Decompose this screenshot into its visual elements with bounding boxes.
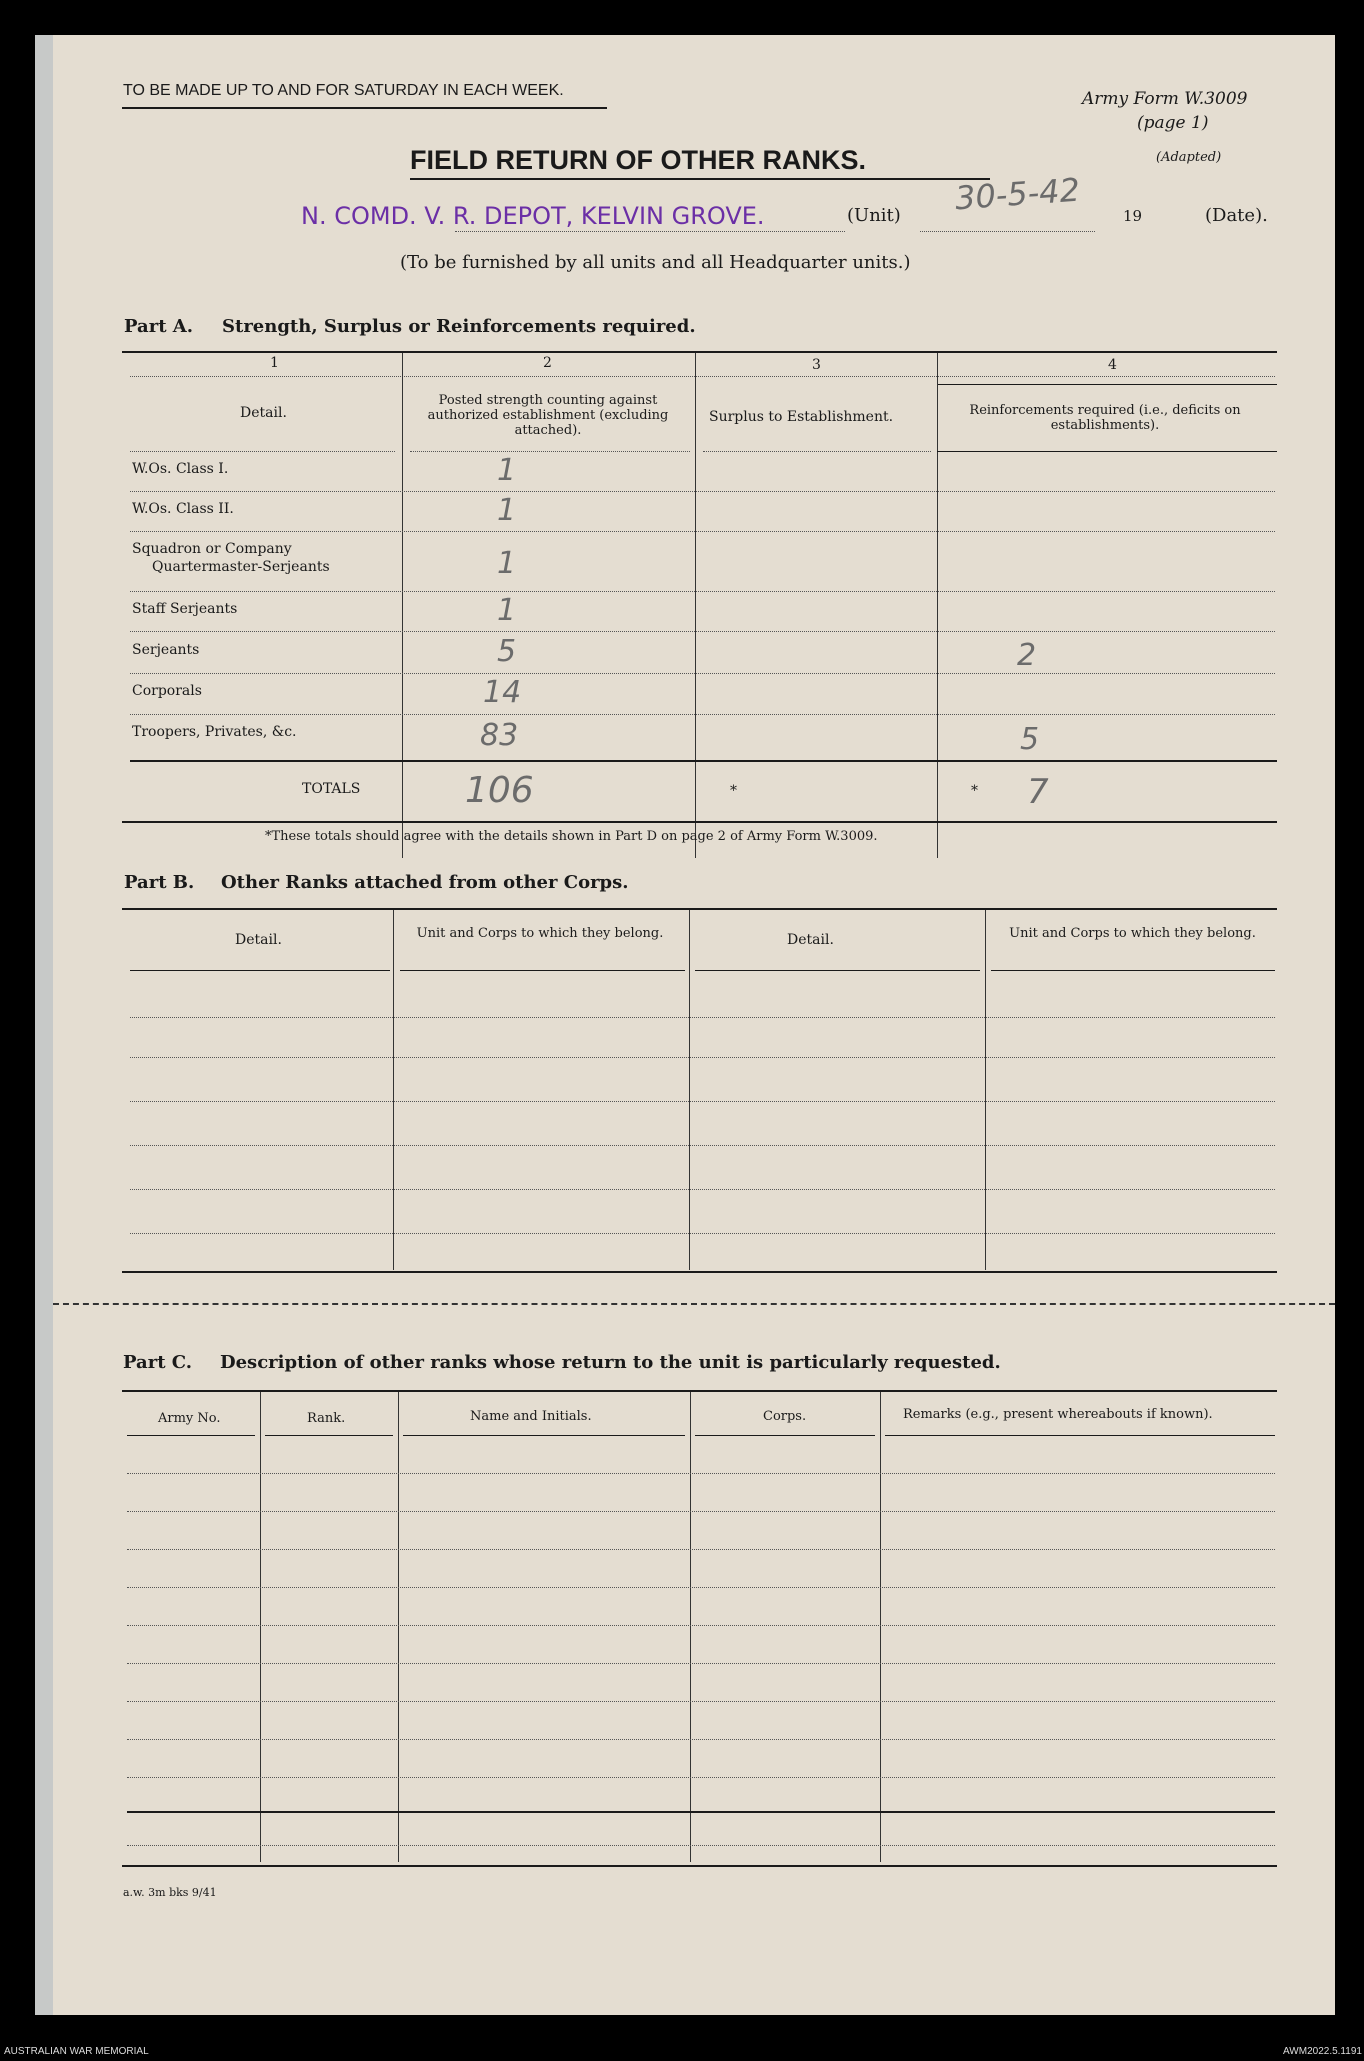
- date-dotted-line: [920, 231, 1095, 232]
- part-b-header-rule: [400, 970, 685, 971]
- part-c-header-rule: [885, 1435, 1275, 1436]
- part-b-header-rule: [130, 970, 390, 971]
- row-rule: [130, 531, 1275, 532]
- part-c-header: Army No.: [158, 1411, 221, 1426]
- part-b-vline-3: [985, 910, 986, 1270]
- part-c-row-rule: [127, 1663, 1275, 1664]
- part-c-row-rule: [127, 1511, 1275, 1512]
- part-b-row-rule: [130, 1017, 1275, 1018]
- row-reinf: 2: [1017, 638, 1037, 673]
- row-detail: Troopers, Privates, &c.: [132, 724, 297, 740]
- row-posted: 1: [497, 593, 517, 628]
- part-c-row-rule: [127, 1739, 1275, 1740]
- part-b-heading: Other Ranks attached from other Corps.: [221, 872, 629, 893]
- date-label: (Date).: [1205, 205, 1268, 226]
- instruction-text: TO BE MADE UP TO AND FOR SATURDAY IN EACH WEEK.: [123, 82, 564, 99]
- footer-left: AUSTRALIAN WAR MEMORIAL: [4, 2046, 149, 2057]
- header-rule-4: [937, 451, 1277, 452]
- header-rule-2: [410, 451, 690, 452]
- part-c-row-rule: [127, 1587, 1275, 1588]
- part-c-header-rule: [127, 1435, 255, 1436]
- part-c-vline-3: [690, 1392, 691, 1862]
- header-posted: Posted strength counting against authorized establishment (excluding attached).: [427, 393, 669, 438]
- part-a-prefix: Part A.: [124, 316, 194, 337]
- row-detail: Serjeants: [132, 642, 200, 658]
- furnished-note: (To be furnished by all units and all Headquarter units.): [400, 252, 911, 273]
- footer-right: AWM2022.5.1191: [1283, 2046, 1362, 2057]
- part-c-row-rule: [127, 1473, 1275, 1474]
- part-c-vline-2: [398, 1392, 399, 1862]
- instruction-underline: [122, 107, 607, 109]
- part-c-row-rule: [127, 1701, 1275, 1702]
- totals-surplus-star: *: [730, 783, 737, 799]
- row-posted: 83: [480, 718, 519, 753]
- part-c-header-rule: [695, 1435, 875, 1436]
- part-b-header-rule: [695, 970, 980, 971]
- row-posted: 1: [497, 453, 517, 488]
- part-b-header-detail: Detail.: [787, 932, 834, 948]
- row-posted: 14: [483, 675, 522, 710]
- header-surplus: Surplus to Establishment.: [709, 409, 894, 425]
- row-rule: [130, 591, 1275, 592]
- part-c-vline-4: [880, 1392, 881, 1862]
- col-number-1: 1: [270, 355, 279, 371]
- part-b-vline-1: [393, 910, 394, 1270]
- header-reinforcements: Reinforcements required (i.e., deficits on establishments).: [969, 403, 1241, 433]
- unit-stamp: N. COMD. V. R. DEPOT, KELVIN GROVE.: [301, 202, 765, 230]
- row-detail: W.Os. Class II.: [132, 501, 234, 517]
- part-b-row-rule: [130, 1145, 1275, 1146]
- part-c-header-rule: [403, 1435, 685, 1436]
- part-c-header: Corps.: [763, 1409, 807, 1424]
- col-number-4: 4: [1108, 357, 1117, 373]
- form-page: [35, 35, 1335, 2015]
- year-prefix: 19: [1123, 207, 1143, 225]
- unit-dotted-line: [455, 231, 845, 232]
- row-detail-cont: Quartermaster-Serjeants: [152, 559, 330, 575]
- part-b-top-rule: [122, 908, 1277, 910]
- part-a-vline-1: [402, 353, 403, 858]
- part-a-top-rule: [122, 351, 1277, 353]
- part-c-vline-1: [260, 1392, 261, 1862]
- col-number-rule: [130, 376, 1275, 377]
- part-c-row-rule: [127, 1549, 1275, 1550]
- part-c-header: Remarks (e.g., present whereabouts if known).: [903, 1407, 1213, 1422]
- header-rule-1: [130, 451, 395, 452]
- part-b-row-rule: [130, 1233, 1275, 1234]
- row-posted: 1: [497, 546, 517, 581]
- row-posted: 1: [497, 493, 517, 528]
- part-c-heading: Description of other ranks whose return to the unit is particularly requested.: [220, 1352, 1001, 1373]
- perforation-line: [53, 1303, 1335, 1305]
- part-b-row-rule: [130, 1101, 1275, 1102]
- part-b-header-unit: Unit and Corps to which they belong.: [416, 926, 664, 941]
- part-b-header-detail: Detail.: [235, 932, 282, 948]
- totals-reinf-star: *: [971, 783, 978, 799]
- row-rule: [130, 491, 1275, 492]
- part-c-prefix: Part C.: [123, 1352, 193, 1373]
- part-b-row-rule: [130, 1189, 1275, 1190]
- part-b-prefix: Part B.: [124, 872, 195, 893]
- adapted-note: (Adapted): [1156, 150, 1222, 165]
- part-b-header-rule: [991, 970, 1275, 971]
- part-a-heading: Strength, Surplus or Reinforcements required.: [222, 316, 696, 337]
- row-detail: Corporals: [132, 683, 202, 699]
- row-detail: Squadron or Company: [132, 541, 292, 557]
- part-b-vline-2: [689, 910, 690, 1270]
- row-rule: [130, 673, 1275, 674]
- part-c-header: Name and Initials.: [470, 1409, 592, 1424]
- part-c-row-rule: [127, 1845, 1275, 1846]
- part-b-bottom-rule: [122, 1271, 1277, 1273]
- col-number-2: 2: [543, 355, 552, 371]
- row-detail: Staff Serjeants: [132, 601, 238, 617]
- part-c-row-rule: [127, 1777, 1275, 1778]
- row-reinf: 5: [1020, 722, 1040, 757]
- page-number: (page 1): [1137, 113, 1209, 133]
- part-c-row-rule: [127, 1625, 1275, 1626]
- part-a-footnote: *These totals should agree with the details shown in Part D on page 2 of Army Form W.3009.: [265, 829, 878, 844]
- totals-top-rule: [130, 760, 1277, 762]
- col4-rule: [937, 384, 1277, 385]
- paper-edge: [35, 35, 53, 2015]
- header-rule-3: [703, 451, 931, 452]
- date-handwritten: 30-5-42: [953, 170, 1082, 218]
- row-rule: [130, 714, 1275, 715]
- totals-posted: 106: [465, 770, 534, 811]
- form-id: Army Form W.3009: [1082, 89, 1248, 109]
- part-a-vline-3: [937, 353, 938, 858]
- totals-label: TOTALS: [302, 781, 361, 797]
- print-code: a.w. 3m bks 9/41: [123, 1886, 217, 1899]
- part-a-vline-2: [695, 353, 696, 858]
- part-c-bottom-rule: [122, 1865, 1277, 1867]
- row-detail: W.Os. Class I.: [132, 461, 229, 477]
- part-c-header: Rank.: [307, 1411, 346, 1426]
- totals-bottom-rule: [122, 821, 1277, 823]
- part-b-row-rule: [130, 1057, 1275, 1058]
- part-c-top-rule: [122, 1390, 1277, 1392]
- header-detail: Detail.: [240, 405, 287, 421]
- unit-label: (Unit): [847, 205, 901, 226]
- page-title: FIELD RETURN OF OTHER RANKS.: [410, 145, 866, 175]
- row-rule: [130, 631, 1275, 632]
- part-c-header-rule: [265, 1435, 393, 1436]
- part-b-header-unit: Unit and Corps to which they belong.: [1009, 926, 1256, 941]
- title-underline: [410, 178, 990, 180]
- part-c-divider-rule: [127, 1811, 1275, 1813]
- col-number-3: 3: [812, 357, 821, 373]
- row-posted: 5: [497, 634, 517, 669]
- totals-reinf: 7: [1027, 772, 1049, 812]
